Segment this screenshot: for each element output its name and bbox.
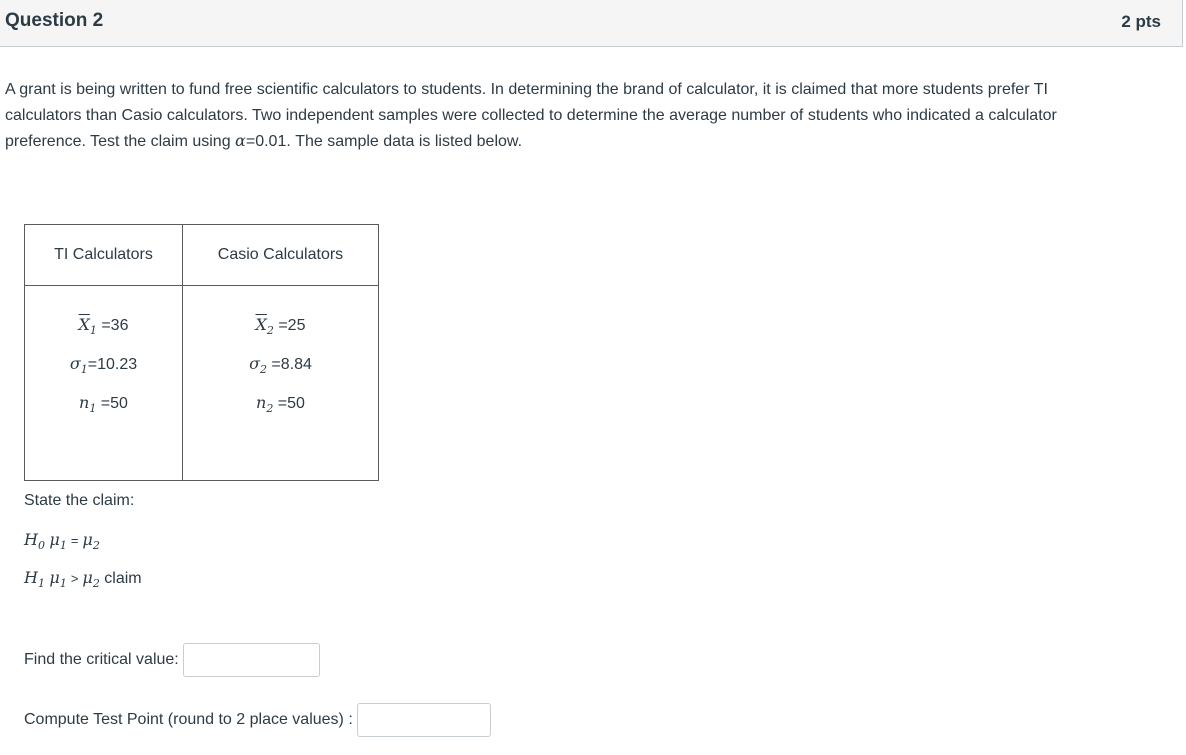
critical-value-label: Find the critical value: <box>24 651 179 668</box>
ti-n: $n_1 =50$ <box>79 393 128 416</box>
critical-value-row <box>24 643 320 677</box>
casio-sd: $\sigma_2 =8.84$ <box>249 354 312 377</box>
header-casio: Casio Calculators <box>183 225 379 286</box>
ti-mean: $\overline{X}_1 =36$ <box>78 315 129 338</box>
ti-stats-cell <box>25 286 183 481</box>
header-ti: TI Calculators <box>25 225 183 286</box>
question-points: 2 pts <box>1121 12 1161 31</box>
test-point-input[interactable] <box>357 703 491 737</box>
alpha-symbol: α <box>235 131 246 150</box>
critical-value-input[interactable] <box>183 643 320 677</box>
question-title: Question 2 <box>5 10 104 31</box>
ti-sd: $\sigma_1=10.23$ <box>69 354 138 377</box>
test-point-row <box>24 703 491 737</box>
prompt-text-end: =0.01. The sample data is listed below. <box>245 133 523 150</box>
claim-label: State the claim: <box>24 492 135 509</box>
casio-mean: $\overline{X}_2 =25$ <box>255 315 306 338</box>
alternative-hypothesis: $H_1$ $\mu_1 > \mu_2$ claim <box>24 568 142 591</box>
prompt-text: A grant is being written to fund free scientific calculators to students. In determining the brand of calculator, it is claimed that more students prefer TI calculators than Casio calculators. Two independent samples were collected to determine the average number of students who indicated a calculator preference. Test the claim using <box>5 81 1057 150</box>
question-prompt <box>5 77 1120 155</box>
casio-n: $n_2 =50$ <box>256 393 305 416</box>
test-point-label: Compute Test Point (round to 2 place values) : <box>24 711 353 728</box>
null-hypothesis: $H_0$ $\mu_1 = \mu_2$ <box>24 530 100 553</box>
question-header <box>0 0 1183 47</box>
sample-data-table <box>24 224 379 481</box>
casio-stats-cell <box>183 286 379 481</box>
